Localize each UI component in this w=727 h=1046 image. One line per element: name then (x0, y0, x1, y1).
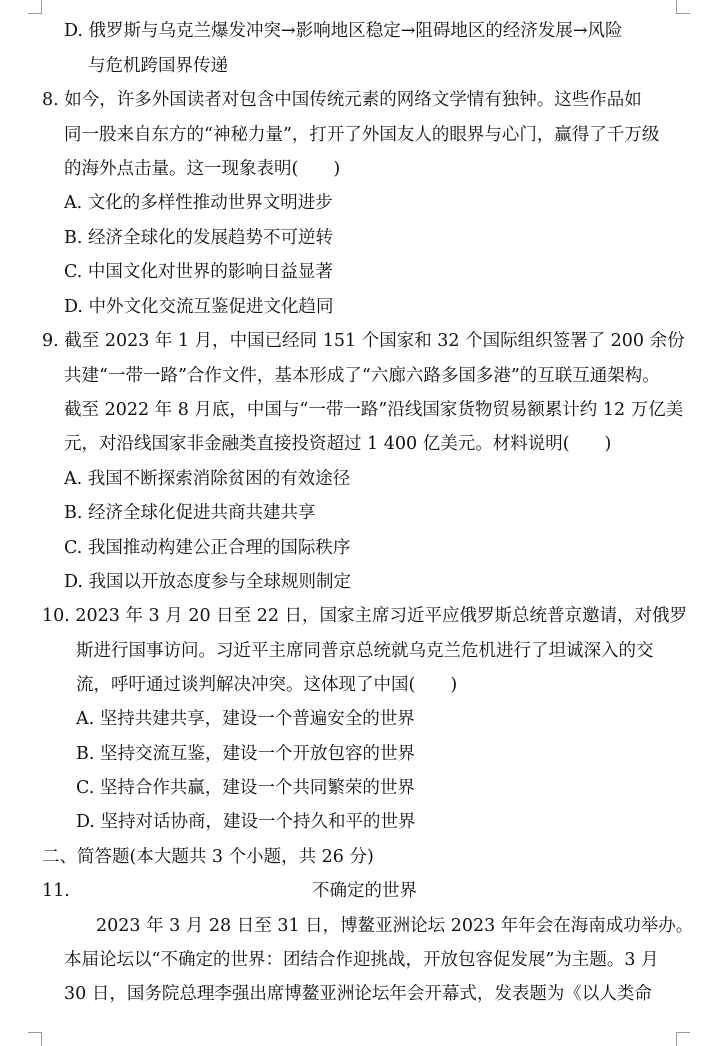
q8-option-b: B. 经济全球化的发展趋势不可逆转 (64, 228, 333, 248)
crop-mark-top-left-v (41, 0, 42, 14)
q10-stem: 10. 2023 年 3 月 20 日至 22 日，国家主席习近平应俄罗斯总统普京邀请，对俄罗 (42, 606, 688, 626)
q9-option-c: C. 我国推动构建公正合理的国际秩序 (64, 538, 351, 558)
q8-stem: 8. 如今，许多外国读者对包含中国传统元素的网络文学情有独钟。这些作品如 (42, 90, 642, 110)
q8-option-c: C. 中国文化对世界的影响日益显著 (64, 262, 333, 282)
q10-option-c: C. 坚持合作共赢，建设一个共同繁荣的世界 (76, 778, 415, 798)
q10-option-b: B. 坚持交流互鉴，建设一个开放包容的世界 (76, 744, 415, 764)
q9-option-a: A. 我国不断探索消除贫困的有效途径 (64, 469, 351, 489)
q11-paragraph: 2023 年 3 月 28 日至 31 日，博鳌亚洲论坛 2023 年年会在海南成功举办。 (96, 916, 694, 936)
section-heading: 二、简答题(本大题共 3 个小题，共 26 分) (42, 847, 374, 867)
q11-paragraph-cont: 30 日，国务院总理李强出席博鳌亚洲论坛年会开幕式，发表题为《以人类命 (64, 984, 652, 1004)
q7-option-d-cont: 与危机跨国界传递 (88, 56, 228, 76)
q9-option-b: B. 经济全球化促进共商共建共享 (64, 503, 316, 523)
q7-option-d: D. 俄罗斯与乌克兰爆发冲突→影响地区稳定→阻碍地区的经济发展→风险 (64, 21, 623, 41)
q9-stem-cont: 元，对沿线国家非金融类直接投资超过 1 400 亿美元。材料说明( ) (64, 434, 612, 454)
q8-stem-cont: 同一股来自东方的“神秘力量”，打开了外国友人的眼界与心门，赢得了千万级 (64, 125, 660, 145)
q9-option-d: D. 我国以开放态度参与全球规则制定 (64, 572, 352, 592)
q8-stem-cont: 的海外点击量。这一现象表明( ) (64, 159, 341, 179)
crop-mark-top-right-h (676, 13, 690, 14)
q11-paragraph-cont: 本届论坛以“不确定的世界：团结合作迎挑战，开放包容促发展”为主题。3 月 (64, 950, 659, 970)
crop-mark-top-left-h (28, 13, 42, 14)
q10-stem-cont: 斯进行国事访问。习近平主席同普京总统就乌克兰危机进行了坦诚深入的交 (76, 641, 654, 661)
crop-mark-top-right-v (676, 0, 677, 14)
q9-stem-cont: 截至 2022 年 8 月底，中国与“一带一路”沿线国家货物贸易额累计约 12 万亿美 (64, 400, 684, 420)
q8-option-a: A. 文化的多样性推动世界文明进步 (64, 193, 333, 213)
q9-stem-cont: 共建“一带一路”合作文件，基本形成了“六廊六路多国多港”的互联互通架构。 (64, 366, 660, 386)
q11-title: 不确定的世界 (312, 881, 417, 901)
q8-option-d: D. 中外文化交流互鉴促进文化趋同 (64, 297, 334, 317)
q9-stem: 9. 截至 2023 年 1 月，中国已经同 151 个国家和 32 个国际组织签署了 200 余份 (42, 331, 685, 351)
q10-option-a: A. 坚持共建共享，建设一个普遍安全的世界 (76, 709, 415, 729)
crop-mark-bottom-left-h (28, 1032, 42, 1033)
crop-mark-bottom-left-v (41, 1032, 42, 1046)
q11-number: 11. (42, 881, 70, 901)
crop-mark-bottom-right-h (676, 1032, 690, 1033)
q10-stem-cont: 流，呼吁通过谈判解决冲突。这体现了中国( ) (76, 675, 458, 695)
crop-mark-bottom-right-v (676, 1032, 677, 1046)
q10-option-d: D. 坚持对话协商，建设一个持久和平的世界 (76, 812, 416, 832)
